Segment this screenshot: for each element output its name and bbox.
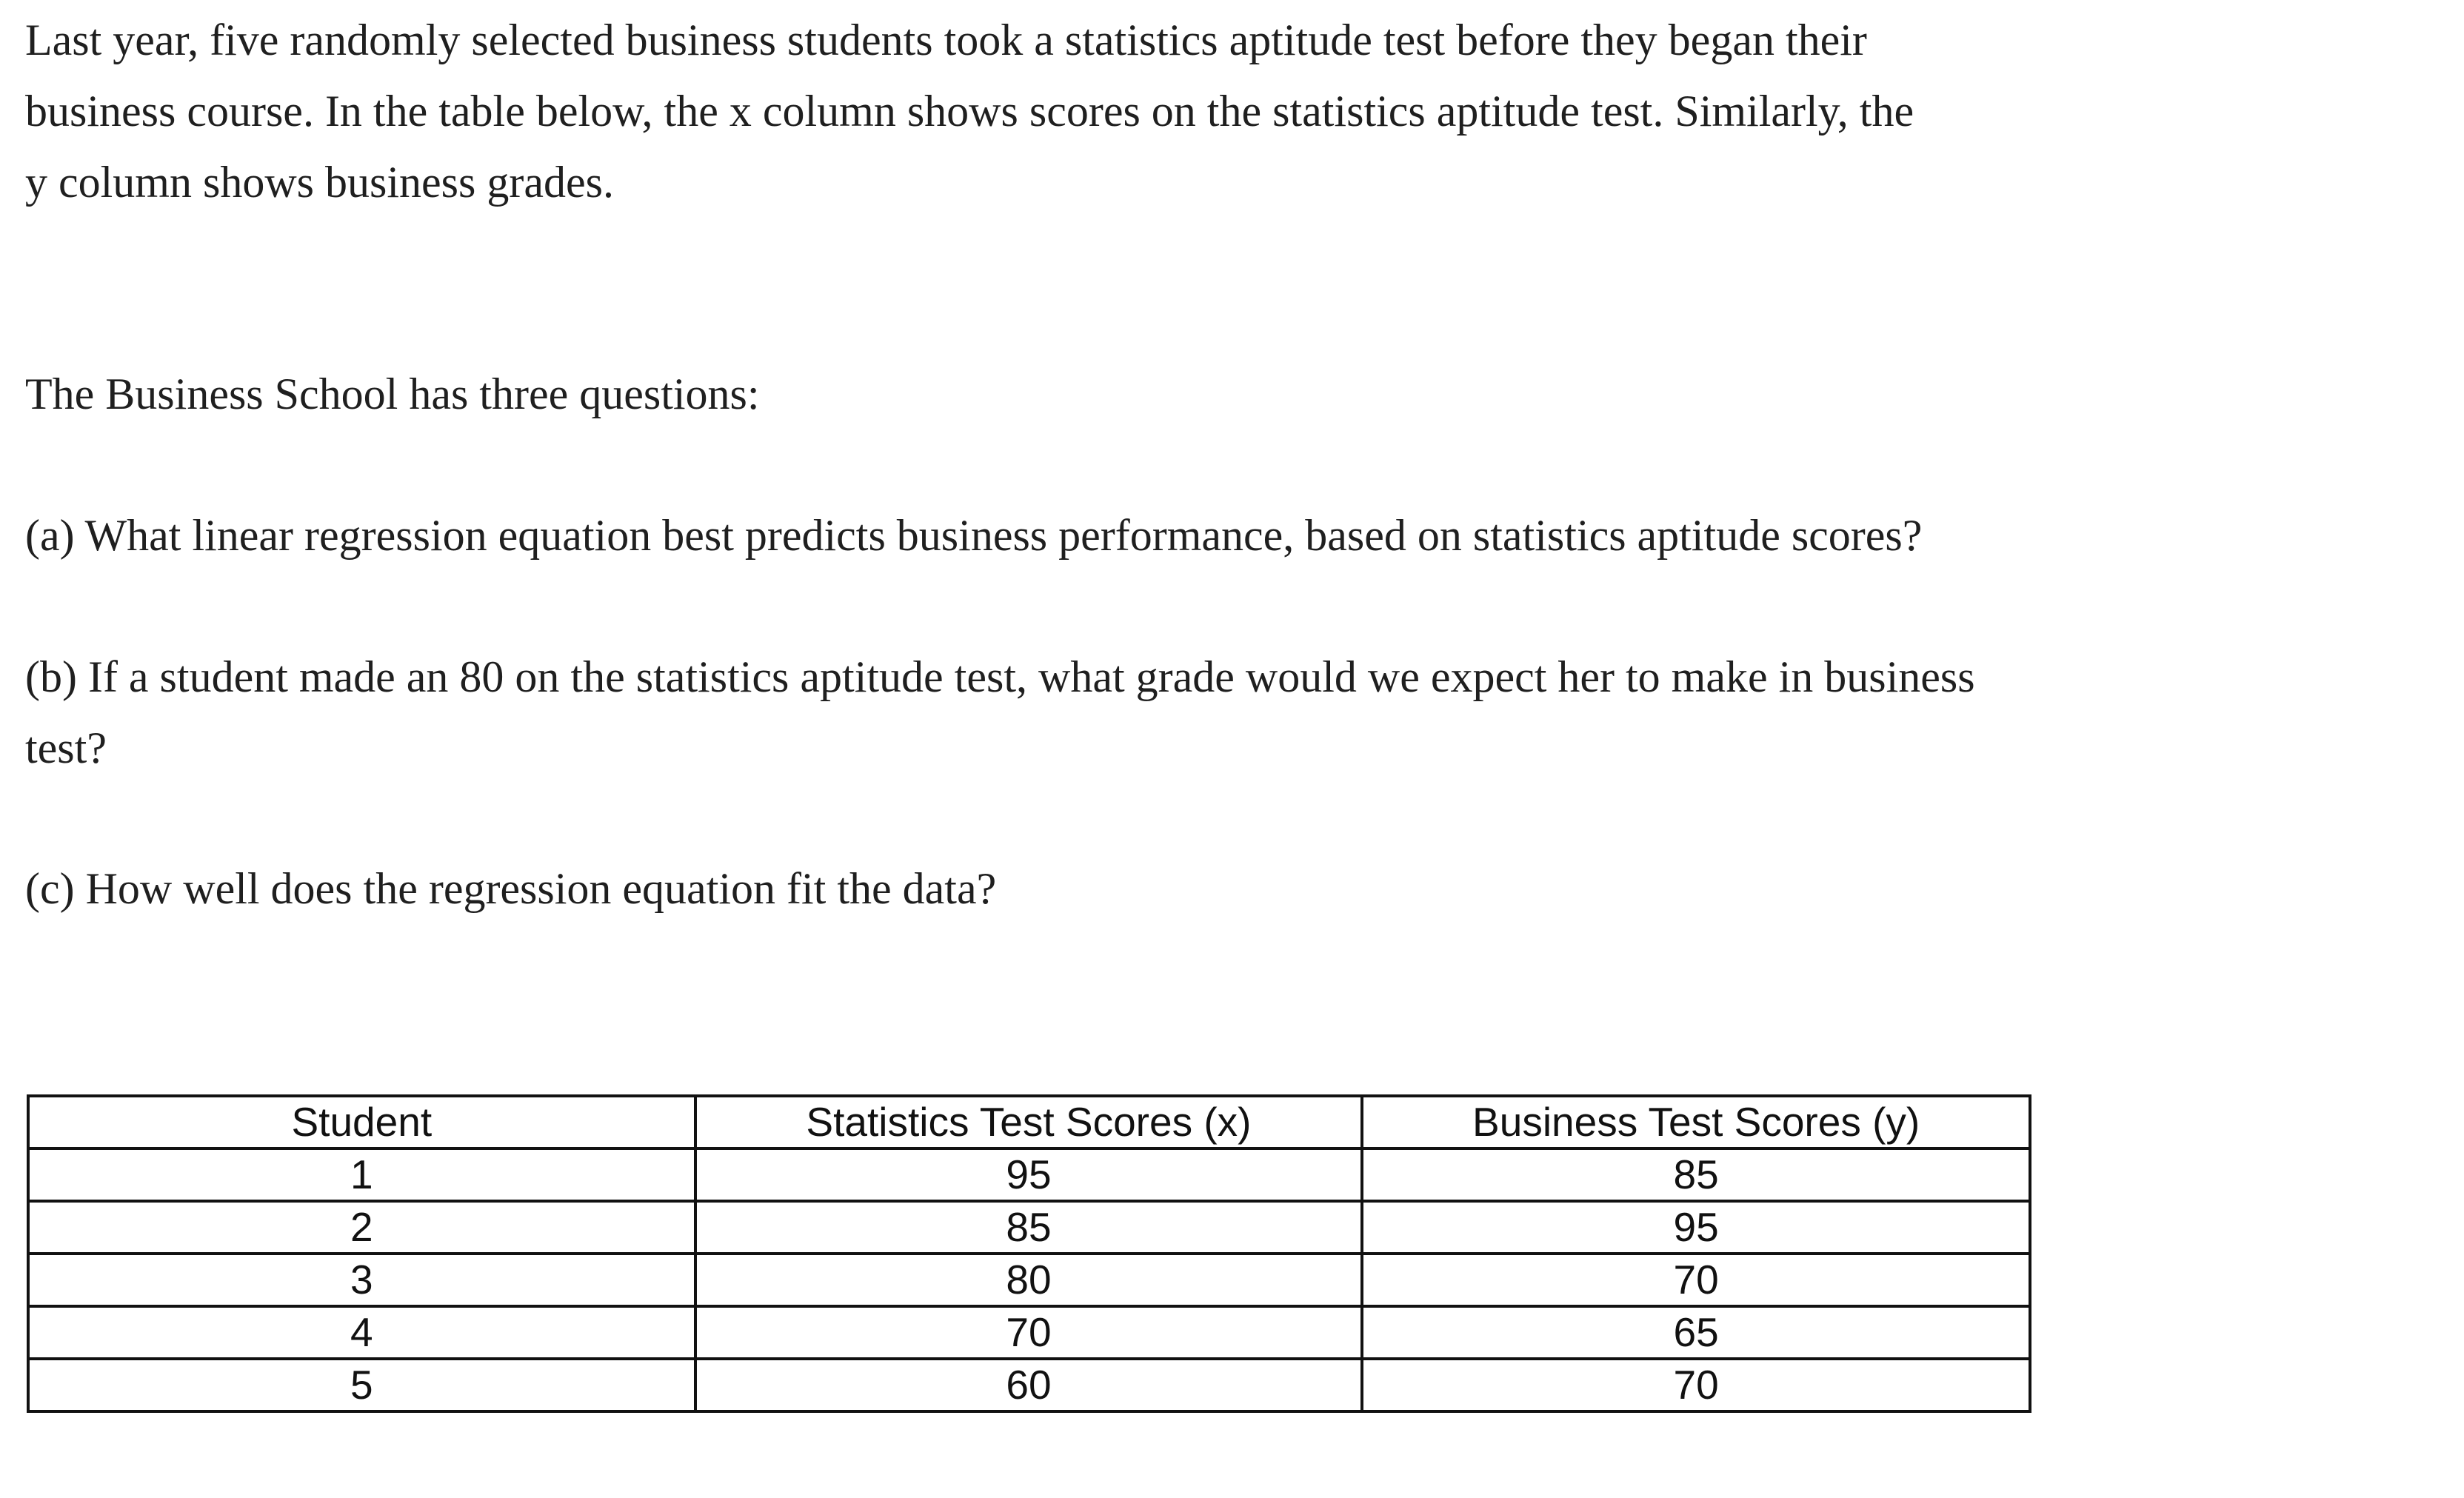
cell-business-score: 85 xyxy=(1362,1148,2030,1201)
cell-business-score: 65 xyxy=(1362,1306,2030,1359)
header-student: Student xyxy=(28,1096,695,1148)
questions-lead-text: The Business School has three questions: xyxy=(25,370,760,418)
question-a xyxy=(25,500,1922,571)
cell-business-score: 70 xyxy=(1362,1359,2030,1411)
table-row xyxy=(28,1306,2030,1359)
table-row xyxy=(28,1148,2030,1201)
question-c xyxy=(25,853,996,924)
question-a-line: (a) What linear regression equation best predicts business performance, based on statistics aptitude scores? xyxy=(25,511,1923,560)
cell-statistics-score: 60 xyxy=(695,1359,1363,1411)
table-row xyxy=(28,1254,2030,1306)
questions-lead xyxy=(25,358,760,429)
table-row xyxy=(28,1201,2030,1254)
cell-business-score: 70 xyxy=(1362,1254,2030,1306)
intro-line: Last year, five randomly selected business students took a statistics aptitude test before they began their xyxy=(25,16,1867,64)
cell-statistics-score: 80 xyxy=(695,1254,1363,1306)
cell-student: 4 xyxy=(28,1306,695,1359)
cell-student: 3 xyxy=(28,1254,695,1306)
table-row xyxy=(28,1359,2030,1411)
intro-line: y column shows business grades. xyxy=(25,158,614,207)
header-business-score: Business Test Scores (y) xyxy=(1362,1096,2030,1148)
cell-statistics-score: 95 xyxy=(695,1148,1363,1201)
intro-paragraph xyxy=(25,4,1914,218)
cell-business-score: 95 xyxy=(1362,1201,2030,1254)
cell-student: 1 xyxy=(28,1148,695,1201)
cell-statistics-score: 85 xyxy=(695,1201,1363,1254)
cell-student: 5 xyxy=(28,1359,695,1411)
cell-statistics-score: 70 xyxy=(695,1306,1363,1359)
scores-table xyxy=(27,1094,2031,1413)
table-header-row xyxy=(28,1096,2030,1148)
header-statistics-score: Statistics Test Scores (x) xyxy=(695,1096,1363,1148)
question-b-line: test? xyxy=(25,723,107,772)
question-b xyxy=(25,641,1975,783)
question-c-line: (c) How well does the regression equation fit the data? xyxy=(25,864,997,913)
question-b-line: (b) If a student made an 80 on the statistics aptitude test, what grade would we expect her to make in business xyxy=(25,652,1975,701)
intro-line: business course. In the table below, the x column shows scores on the statistics aptitude test. Similarly, the xyxy=(25,87,1914,136)
cell-student: 2 xyxy=(28,1201,695,1254)
